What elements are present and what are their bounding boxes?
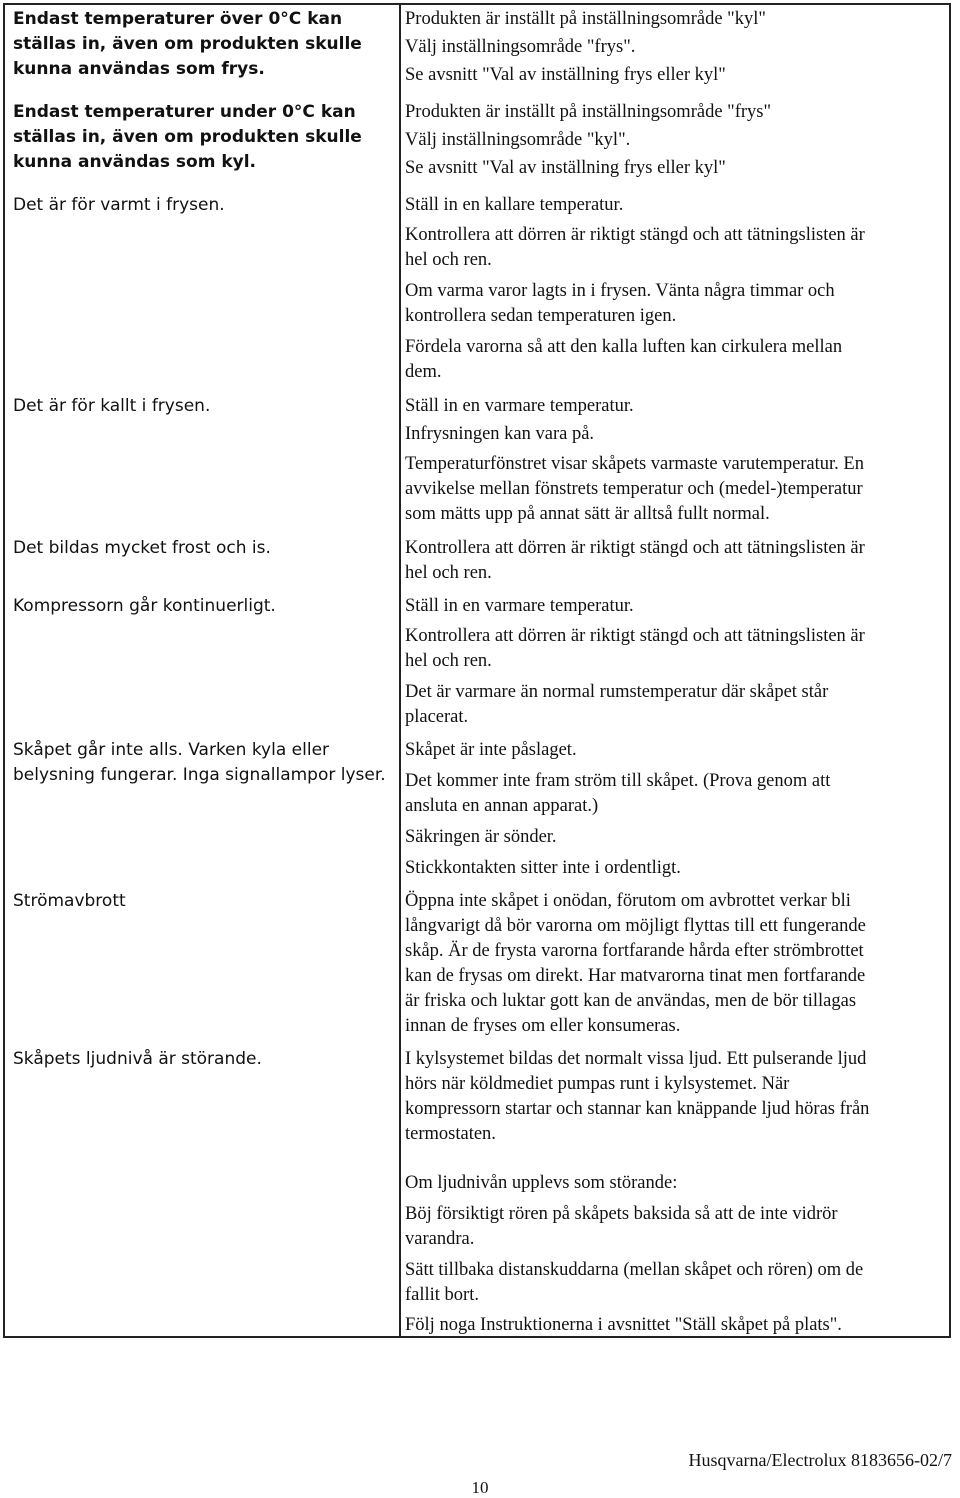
remedy-line: är friska och luktar gott kan de användas, men de bör tillagas: [405, 991, 857, 1011]
remedy-line: Det kommer inte fram ström till skåpet. (Prova genom att: [405, 771, 831, 791]
remedy-line: kontrollera sedan temperaturen igen.: [405, 306, 677, 326]
remedy-line: hel och ren.: [405, 563, 492, 583]
problem-cell: Det bildas mycket frost och is.: [13, 538, 271, 558]
remedy-line: varandra.: [405, 1229, 475, 1249]
remedy-line: Fördela varorna så att den kalla luften kan cirkulera mellan: [405, 337, 843, 357]
remedy-line: Infrysningen kan vara på.: [405, 424, 595, 444]
remedy-line: innan de fryses om eller konsumeras.: [405, 1016, 681, 1036]
remedy-line: Skåpet är inte påslaget.: [405, 740, 577, 760]
remedy-line: Kontrollera att dörren är riktigt stängd och att tätningslisten är: [405, 538, 865, 558]
remedy-line: Sätt tillbaka distanskuddarna (mellan skåpet och rören) om de: [405, 1260, 864, 1280]
remedy-line: Det är varmare än normal rumstemperatur där skåpet står: [405, 682, 829, 702]
remedy-line: hörs när köldmediet pumpas runt i kylsystemet. När: [405, 1074, 790, 1094]
remedy-line: Produkten är inställt på inställningsområde "frys": [405, 102, 772, 122]
remedy-line: dem.: [405, 362, 442, 382]
remedy-line: kompressorn startar och stannar kan knäppande ljud höras från: [405, 1099, 870, 1119]
remedy-line: Säkringen är sönder.: [405, 827, 557, 847]
remedy-line: Ställ in en varmare temperatur.: [405, 396, 634, 416]
footer-brand: Husqvarna/Electrolux 8183656-02/7: [688, 1450, 952, 1470]
remedy-line: Välj inställningsområde "frys".: [405, 37, 636, 57]
remedy-line: ansluta en annan apparat.): [405, 796, 599, 816]
remedy-line: Produkten är inställt på inställningsområde "kyl": [405, 9, 766, 29]
remedy-line: hel och ren.: [405, 250, 492, 270]
remedy-line: Öppna inte skåpet i onödan, förutom om avbrottet verkar bli: [405, 891, 851, 911]
remedy-line: Se avsnitt "Val av inställning frys eller kyl": [405, 65, 726, 85]
remedy-line: kan de frysas om direkt. Har matvarorna tinat men fortfarande: [405, 966, 866, 986]
problem-cell: Det är för kallt i frysen.: [13, 396, 211, 416]
problem-cell: Strömavbrott: [13, 891, 126, 911]
remedy-line: långvarigt då bör varorna om möjligt flyttas till ett fungerande: [405, 916, 866, 936]
problem-cell: Skåpet går inte alls. Varken kyla eller belysning fungerar. Inga signallampor lyser.: [13, 740, 386, 785]
remedy-line: Ställ in en varmare temperatur.: [405, 596, 634, 616]
column-divider: [399, 5, 401, 1336]
remedy-line: placerat.: [405, 707, 469, 727]
troubleshooting-table: [3, 3, 951, 1338]
problem-cell: Skåpets ljudnivå är störande.: [13, 1049, 262, 1069]
remedy-line: som mätts upp på annat sätt är alltså fullt normal.: [405, 504, 770, 524]
remedy-line: Om varma varor lagts in i frysen. Vänta några timmar och: [405, 281, 835, 301]
remedy-line: Stickkontakten sitter inte i ordentligt.: [405, 858, 681, 878]
remedy-line: hel och ren.: [405, 651, 492, 671]
remedy-line: skåp. Är de frysta varorna fortfarande hårda efter strömbrottet: [405, 941, 864, 961]
remedy-line: Böj försiktigt rören på skåpets baksida så att de inte vidrör: [405, 1204, 838, 1224]
remedy-line: Ställ in en kallare temperatur.: [405, 195, 624, 215]
remedy-line: Följ noga Instruktionerna i avsnittet "Ställ skåpet på plats".: [405, 1315, 842, 1335]
remedy-line: fallit bort.: [405, 1285, 479, 1305]
remedy-line: Temperaturfönstret visar skåpets varmaste varutemperatur. En: [405, 454, 864, 474]
remedy-line: Kontrollera att dörren är riktigt stängd och att tätningslisten är: [405, 225, 865, 245]
problem-cell: Endast temperaturer över 0°C kan ställas in, även om produkten skulle kunna användas som frys.: [13, 9, 362, 79]
remedy-line: Om ljudnivån upplevs som störande:: [405, 1173, 678, 1193]
remedy-line: Kontrollera att dörren är riktigt stängd och att tätningslisten är: [405, 626, 865, 646]
problem-cell: Kompressorn går kontinuerligt.: [13, 596, 276, 616]
remedy-line: termostaten.: [405, 1124, 496, 1144]
page-number: 10: [471, 1478, 489, 1497]
problem-cell: Det är för varmt i frysen.: [13, 195, 225, 215]
problem-cell: Endast temperaturer under 0°C kan ställas in, även om produkten skulle kunna användas som kyl.: [13, 102, 362, 172]
remedy-line: I kylsystemet bildas det normalt vissa ljud. Ett pulserande ljud: [405, 1049, 867, 1069]
remedy-line: avvikelse mellan fönstrets temperatur och (medel-)temperatur: [405, 479, 863, 499]
remedy-line: Välj inställningsområde "kyl".: [405, 130, 631, 150]
remedy-line: Se avsnitt "Val av inställning frys eller kyl": [405, 158, 726, 178]
